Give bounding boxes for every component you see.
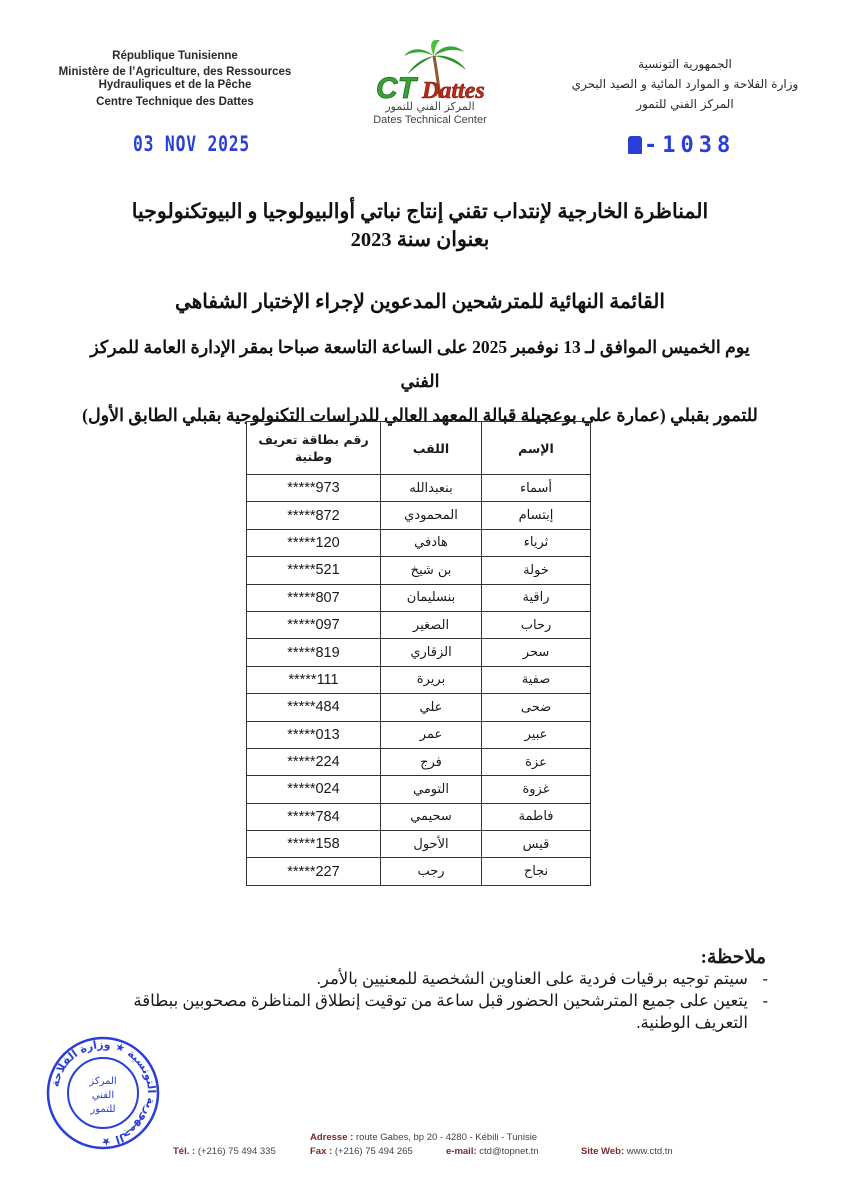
cell-first-name: راقية: [482, 584, 591, 611]
cell-national-id: *****224: [247, 748, 381, 775]
candidates-table-body: [247, 475, 591, 886]
fax-value: (+216) 75 494 265: [334, 1146, 413, 1157]
address-value: route Gabes, bp 20 - 4280 - Kébili - Tunisie: [355, 1132, 538, 1143]
competition-title-line1: المناظرة الخارجية لإنتداب تقني إنتاج نباتي أوالبيولوجيا و البيوتكنولوجيا: [131, 201, 709, 223]
cell-surname: بنعبدالله: [381, 475, 482, 502]
reference-number: 1038: [662, 133, 736, 158]
cell-national-id: *****807: [247, 584, 381, 611]
cell-national-id: *****819: [247, 639, 381, 666]
cell-national-id: *****484: [247, 694, 381, 721]
cell-first-name: ثرياء: [482, 529, 591, 556]
table-row: [247, 666, 591, 693]
ink-blot-icon: [628, 136, 642, 154]
ministry-name-ar: وزارة الفلاحة و الموارد المائية و الصيد البحري: [571, 77, 799, 91]
cell-national-id: *****120: [247, 529, 381, 556]
cell-national-id: *****013: [247, 721, 381, 748]
footer-website: [581, 1146, 673, 1157]
footer-address: [310, 1132, 537, 1143]
table-row: [247, 557, 591, 584]
cell-first-name: غزوة: [482, 776, 591, 803]
address-label: Adresse :: [310, 1132, 354, 1143]
cell-surname: علي: [381, 694, 482, 721]
list-subtitle: القائمة النهائية للمترشحين المدعوين لإجراء الإختبار الشفاهي: [175, 291, 665, 313]
cell-national-id: *****973: [247, 475, 381, 502]
note-text: يتعين على جميع المترشحين الحضور قبل ساعة من توقيت إنطلاق المناظرة مصحوبين ببطاقة التعريف الوطنية.: [133, 991, 748, 1032]
cell-national-id: *****097: [247, 611, 381, 638]
note-text: سيتم توجيه برقيات فردية على العناوين الشخصية للمعنيين بالأمر.: [316, 969, 748, 988]
cell-surname: بريرة: [381, 666, 482, 693]
cell-surname: المحمودي: [381, 502, 482, 529]
ministry-name-fr-line2: Hydrauliques et de la Pêche: [98, 79, 252, 91]
table-row: [247, 831, 591, 858]
exam-details-line2: للتمور بقبلي (عمارة علي بوعجيلة قبالة المعهد العالي للدراسات التكنولوجية بقبلي الطابق الأول): [82, 405, 758, 425]
cell-first-name: فاطمة: [482, 803, 591, 830]
table-header-row: [247, 422, 591, 475]
cell-surname: عمر: [381, 721, 482, 748]
website-link[interactable]: www.ctd.tn: [626, 1146, 673, 1157]
phone-label: Tél. :: [173, 1146, 196, 1157]
seal-inner-line2: الفني: [91, 1090, 115, 1101]
footer-email: [446, 1146, 539, 1157]
palm-tree-icon: [370, 40, 490, 102]
logo-english-name: Dates Technical Center: [373, 114, 487, 126]
cell-surname: هادفي: [381, 529, 482, 556]
republic-name-fr: République Tunisienne: [112, 50, 238, 62]
cell-surname: بنسليمان: [381, 584, 482, 611]
date-stamp: 03 NOV 2025: [133, 132, 251, 156]
cell-surname: سحيمي: [381, 803, 482, 830]
cell-first-name: سحر: [482, 639, 591, 666]
note-bullet: -: [762, 991, 768, 1010]
table-row: [247, 584, 591, 611]
header-first-name: الإسم: [482, 422, 591, 475]
note-item: [120, 990, 770, 1034]
cell-first-name: صفية: [482, 666, 591, 693]
header-surname: اللقب: [381, 422, 482, 475]
logo-ct-text: CT: [376, 72, 416, 102]
header-ministry-fr: [40, 50, 310, 109]
cell-first-name: خولة: [482, 557, 591, 584]
cell-surname: الأحول: [381, 831, 482, 858]
cell-national-id: *****521: [247, 557, 381, 584]
cell-national-id: *****158: [247, 831, 381, 858]
table-row: [247, 639, 591, 666]
email-label: e-mail:: [446, 1146, 477, 1157]
exam-details-line1: يوم الخميس الموافق لـ 13 نوفمبر 2025 على الساعة التاسعة صباحا بمقر الإدارة العامة للمركز الفني: [90, 337, 750, 391]
table-row: [247, 748, 591, 775]
reference-dash: -: [644, 133, 663, 158]
cell-national-id: *****024: [247, 776, 381, 803]
seal-stamp-icon: [44, 1034, 162, 1152]
official-seal: [44, 1034, 162, 1152]
logo-dattes-text: Dattes: [422, 78, 485, 102]
cell-first-name: قيس: [482, 831, 591, 858]
table-row: [247, 611, 591, 638]
header-national-id: رقم بطاقة تعريف وطنية: [247, 422, 381, 475]
table-row: [247, 475, 591, 502]
cell-surname: الصغير: [381, 611, 482, 638]
seal-inner-line3: للتمور: [90, 1104, 116, 1115]
footer-phone: [173, 1146, 276, 1157]
cell-national-id: *****872: [247, 502, 381, 529]
ministry-name-fr-line1: Ministère de l’Agriculture, des Ressources: [58, 66, 292, 78]
competition-title-line2: بعنوان سنة 2023: [350, 229, 490, 251]
cell-national-id: *****784: [247, 803, 381, 830]
cell-surname: بن شيخ: [381, 557, 482, 584]
seal-inner-line1: المركز: [89, 1076, 117, 1087]
cell-first-name: رحاب: [482, 611, 591, 638]
cell-surname: الزقاري: [381, 639, 482, 666]
table-row: [247, 694, 591, 721]
note-item: [120, 968, 770, 990]
table-row: [247, 529, 591, 556]
table-row: [247, 502, 591, 529]
notes-title: ملاحظة:: [700, 947, 766, 968]
table-row: [247, 776, 591, 803]
cell-surname: رجب: [381, 858, 482, 885]
footer-fax: [310, 1146, 413, 1157]
fax-label: Fax :: [310, 1146, 333, 1157]
candidates-table: [246, 421, 591, 886]
center-name-ar: المركز الفني للتمور: [636, 97, 734, 111]
competition-title: [80, 198, 760, 254]
logo-arabic-name: المركز الفني للتمور: [385, 100, 475, 113]
exam-details: [80, 330, 760, 432]
website-label: Site Web:: [581, 1146, 625, 1157]
email-link[interactable]: ctd@topnet.tn: [479, 1146, 539, 1157]
cell-national-id: *****111: [247, 666, 381, 693]
cell-first-name: نجاح: [482, 858, 591, 885]
cell-first-name: ضحى: [482, 694, 591, 721]
table-row: [247, 803, 591, 830]
cell-national-id: *****227: [247, 858, 381, 885]
reference-stamp: [628, 133, 735, 158]
table-row: [247, 858, 591, 885]
phone-value: (+216) 75 494 335: [197, 1146, 276, 1157]
cell-first-name: أسماء: [482, 475, 591, 502]
cell-first-name: إبتسام: [482, 502, 591, 529]
notes-list: [120, 968, 770, 1034]
cell-first-name: عزة: [482, 748, 591, 775]
seal-outer-text: الجمهورية التونسية ★ وزارة الفلاحة ★: [48, 1037, 159, 1149]
republic-name-ar: الجمهورية التونسية: [638, 57, 732, 71]
cell-first-name: عبير: [482, 721, 591, 748]
table-row: [247, 721, 591, 748]
header-ministry-ar: [560, 54, 810, 114]
center-name-fr: Centre Technique des Dattes: [96, 96, 254, 108]
cell-surname: فرج: [381, 748, 482, 775]
cell-surname: التومي: [381, 776, 482, 803]
note-bullet: -: [762, 969, 768, 988]
